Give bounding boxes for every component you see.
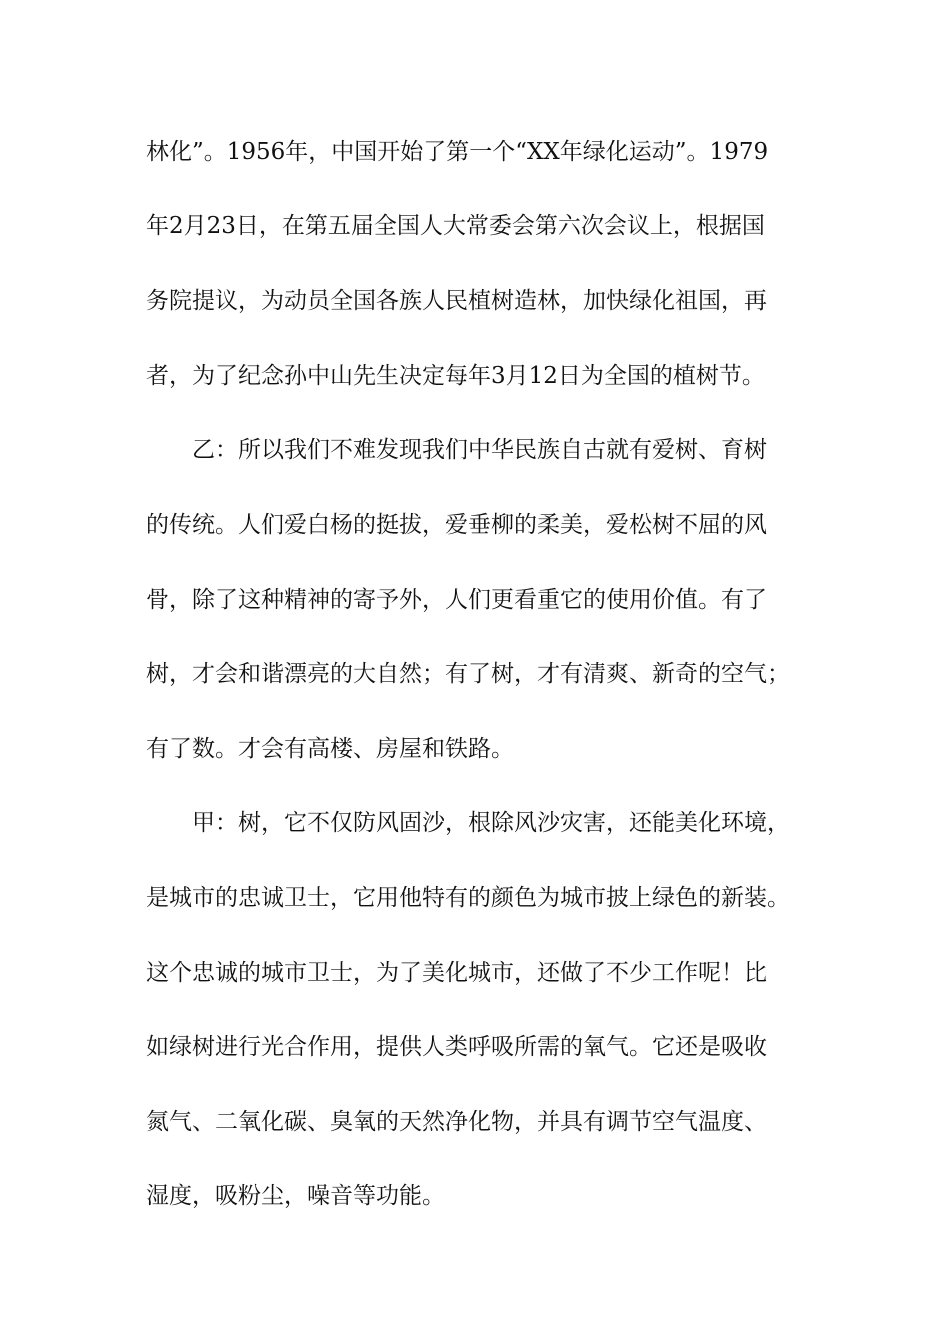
text-line: 有了数。才会有高楼、房屋和铁路。 <box>146 736 514 762</box>
paragraph-start-line: 乙：所以我们不难发现我们中华民族自古就有爱树、育树 <box>192 437 767 463</box>
text-line: 年2月23日，在第五届全国人大常委会第六次会议上，根据国 <box>146 213 765 239</box>
text-line: 如绿树进行光合作用，提供人类呼吸所需的氧气。它还是吸收 <box>146 1034 767 1060</box>
text-line: 氮气、二氧化碳、臭氧的天然净化物，并具有调节空气温度、 <box>146 1109 767 1135</box>
text-line: 的传统。人们爱白杨的挺拔，爱垂柳的柔美，爱松树不屈的风 <box>146 512 767 538</box>
text-line: 这个忠诚的城市卫士，为了美化城市，还做了不少工作呢！比 <box>146 960 767 986</box>
text-line: 务院提议，为动员全国各族人民植树造林，加快绿化祖国，再 <box>146 288 767 314</box>
text-line: 骨，除了这种精神的寄予外，人们更看重它的使用价值。有了 <box>146 587 767 613</box>
text-line: 树，才会和谐漂亮的大自然；有了树，才有清爽、新奇的空气； <box>146 661 790 687</box>
paragraph-start-line: 甲：树，它不仅防风固沙，根除风沙灾害，还能美化环境， <box>192 810 790 836</box>
text-line: 者，为了纪念孙中山先生决定每年3月12日为全国的植树节。 <box>146 363 765 389</box>
text-line: 林化”。1956年，中国开始了第一个“XX年绿化运动”。1979 <box>146 139 769 165</box>
text-line: 是城市的忠诚卫士，它用他特有的颜色为城市披上绿色的新装。 <box>146 885 790 911</box>
text-line: 湿度，吸粉尘，噪音等功能。 <box>146 1183 445 1209</box>
